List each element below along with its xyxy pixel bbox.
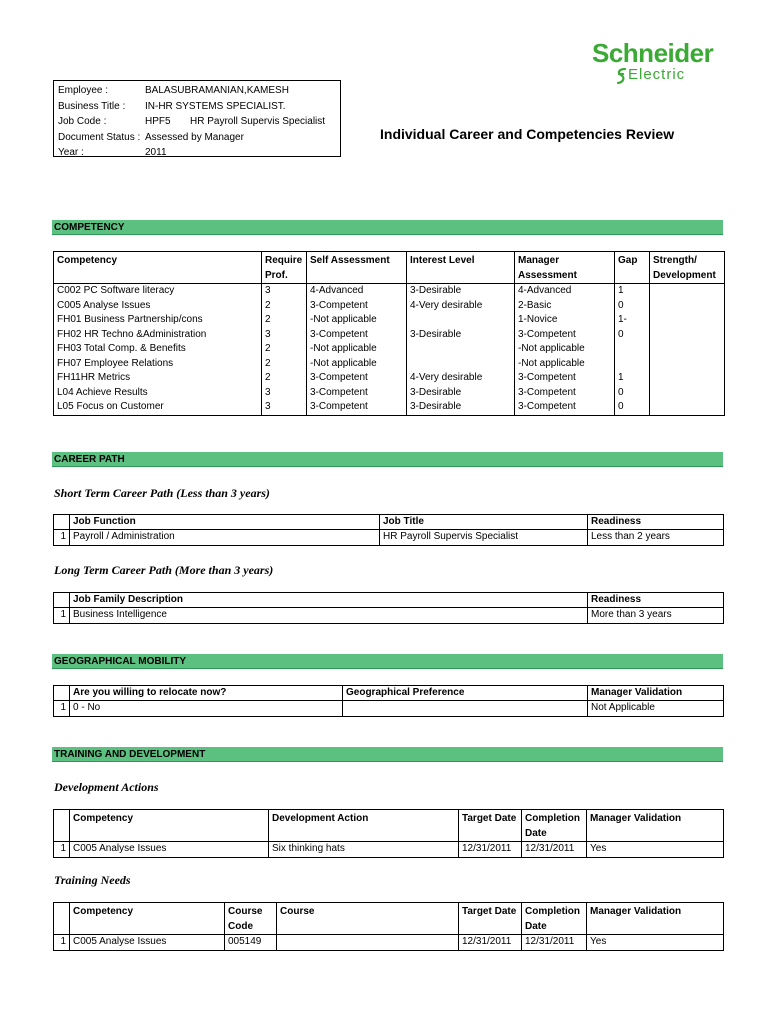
manager-assessment-cell: -Not applicable bbox=[515, 342, 615, 357]
manager-assessment-cell: 3-Competent bbox=[515, 400, 615, 415]
course-code-cell: 005149 bbox=[225, 935, 277, 951]
competency-cell: FH11HR Metrics bbox=[54, 371, 262, 386]
strength-development-cell bbox=[650, 299, 725, 314]
interest-level-cell: 3-Desirable bbox=[407, 386, 515, 401]
require-prof-cell: 3 bbox=[262, 284, 307, 299]
business-title-row bbox=[54, 99, 340, 115]
col-dev-competency: Competency bbox=[70, 810, 269, 842]
col-mobility-validation: Manager Validation bbox=[588, 686, 724, 701]
section-mobility: GEOGRAPHICAL MOBILITY bbox=[52, 654, 723, 669]
long-term-table bbox=[53, 592, 724, 624]
employee-info-box bbox=[53, 80, 341, 157]
competency-cell: FH02 HR Techno &Administration bbox=[54, 328, 262, 343]
col-dev-action: Development Action bbox=[269, 810, 459, 842]
self-assessment-cell: 4-Advanced bbox=[307, 284, 407, 299]
manager-assessment-cell: 3-Competent bbox=[515, 328, 615, 343]
dev-target-date-cell: 12/31/2011 bbox=[459, 842, 522, 858]
competency-table bbox=[53, 251, 725, 416]
col-self-assessment: Self Assessment bbox=[307, 252, 407, 284]
col-needs-completion-date: Completion Date bbox=[522, 903, 587, 935]
gap-cell: 0 bbox=[615, 386, 650, 401]
course-cell bbox=[277, 935, 459, 951]
manager-assessment-cell: 3-Competent bbox=[515, 371, 615, 386]
long-readiness-cell: More than 3 years bbox=[588, 608, 724, 624]
manager-assessment-cell: 4-Advanced bbox=[515, 284, 615, 299]
require-prof-cell: 2 bbox=[262, 371, 307, 386]
interest-level-cell: 3-Desirable bbox=[407, 328, 515, 343]
competency-cell: L04 Achieve Results bbox=[54, 386, 262, 401]
table-row bbox=[54, 701, 724, 717]
table-row bbox=[54, 328, 725, 343]
short-term-header bbox=[54, 515, 724, 530]
table-row bbox=[54, 935, 724, 951]
dev-completion-date-cell: 12/31/2011 bbox=[522, 842, 587, 858]
col-geo-preference: Geographical Preference bbox=[343, 686, 588, 701]
doc-status-value: Assessed by Manager bbox=[145, 131, 244, 143]
competency-header-row bbox=[54, 252, 725, 284]
needs-index-header bbox=[54, 903, 70, 935]
interest-level-cell: 4-Very desirable bbox=[407, 371, 515, 386]
development-table bbox=[53, 809, 724, 858]
require-prof-cell: 2 bbox=[262, 299, 307, 314]
col-course-code: Course Code bbox=[225, 903, 277, 935]
col-manager-assessment: Manager Assessment bbox=[515, 252, 615, 284]
section-competency: COMPETENCY bbox=[52, 220, 723, 235]
interest-level-cell bbox=[407, 357, 515, 372]
strength-development-cell bbox=[650, 313, 725, 328]
readiness-cell: Less than 2 years bbox=[588, 530, 724, 546]
require-prof-cell: 2 bbox=[262, 313, 307, 328]
table-row bbox=[54, 530, 724, 546]
mobility-validation-cell: Not Applicable bbox=[588, 701, 724, 717]
employee-label: Employee : bbox=[58, 85, 109, 96]
development-actions-title: Development Actions bbox=[54, 780, 159, 794]
manager-assessment-cell: 3-Competent bbox=[515, 386, 615, 401]
strength-development-cell bbox=[650, 386, 725, 401]
self-assessment-cell: 3-Competent bbox=[307, 328, 407, 343]
gap-cell bbox=[615, 357, 650, 372]
col-interest-level: Interest Level bbox=[407, 252, 515, 284]
col-readiness: Readiness bbox=[588, 515, 724, 530]
col-needs-target-date: Target Date bbox=[459, 903, 522, 935]
table-row bbox=[54, 842, 724, 858]
manager-assessment-cell: 1-Novice bbox=[515, 313, 615, 328]
table-row bbox=[54, 284, 725, 299]
job-code-row bbox=[54, 114, 340, 130]
strength-development-cell bbox=[650, 400, 725, 415]
interest-level-cell: 4-Very desirable bbox=[407, 299, 515, 314]
competency-cell: FH03 Total Comp. & Benefits bbox=[54, 342, 262, 357]
col-needs-competency: Competency bbox=[70, 903, 225, 935]
business-title-label: Business Title : bbox=[58, 100, 126, 112]
logo-line2: Electric bbox=[628, 66, 686, 83]
strength-development-cell bbox=[650, 357, 725, 372]
document-title: Individual Career and Competencies Review bbox=[380, 126, 675, 142]
table-row bbox=[54, 299, 725, 314]
col-strength-development: Strength/ Development bbox=[650, 252, 725, 284]
dev-index-header bbox=[54, 810, 70, 842]
table-row bbox=[54, 313, 725, 328]
row-index: 1 bbox=[54, 608, 70, 624]
job-title-cell: HR Payroll Supervis Specialist bbox=[380, 530, 588, 546]
self-assessment-cell: 3-Competent bbox=[307, 386, 407, 401]
require-prof-cell: 3 bbox=[262, 400, 307, 415]
business-title-value: IN-HR SYSTEMS SPECIALIST. bbox=[145, 100, 286, 112]
gap-cell: 0 bbox=[615, 328, 650, 343]
section-career-path: CAREER PATH bbox=[52, 452, 723, 467]
needs-target-date-cell: 12/31/2011 bbox=[459, 935, 522, 951]
strength-development-cell bbox=[650, 342, 725, 357]
short-term-title: Short Term Career Path (Less than 3 years) bbox=[54, 486, 270, 500]
logo-mark-icon bbox=[615, 68, 629, 84]
year-row bbox=[54, 145, 340, 161]
col-competency: Competency bbox=[54, 252, 262, 284]
require-prof-cell: 2 bbox=[262, 357, 307, 372]
dev-competency-cell: C005 Analyse Issues bbox=[70, 842, 269, 858]
needs-validation-cell: Yes bbox=[587, 935, 724, 951]
gap-cell: 0 bbox=[615, 299, 650, 314]
table-row bbox=[54, 342, 725, 357]
job-code-label: Job Code : bbox=[58, 116, 107, 128]
competency-rows bbox=[54, 284, 725, 416]
competency-cell: L05 Focus on Customer bbox=[54, 400, 262, 415]
schneider-electric-logo bbox=[592, 38, 732, 92]
col-course: Course bbox=[277, 903, 459, 935]
table-row bbox=[54, 357, 725, 372]
short-index-header bbox=[54, 515, 70, 530]
row-index: 1 bbox=[54, 701, 70, 717]
mobility-index-header bbox=[54, 686, 70, 701]
row-index: 1 bbox=[54, 935, 70, 951]
needs-completion-date-cell: 12/31/2011 bbox=[522, 935, 587, 951]
manager-assessment-cell: -Not applicable bbox=[515, 357, 615, 372]
table-row bbox=[54, 608, 724, 624]
strength-development-cell bbox=[650, 371, 725, 386]
mobility-table bbox=[53, 685, 724, 717]
table-row bbox=[54, 400, 725, 415]
interest-level-cell: 3-Desirable bbox=[407, 284, 515, 299]
col-job-family: Job Family Description bbox=[70, 593, 588, 608]
long-term-title: Long Term Career Path (More than 3 years) bbox=[54, 563, 274, 577]
relocate-cell: 0 - No bbox=[70, 701, 343, 717]
col-gap: Gap bbox=[615, 252, 650, 284]
year-value: 2011 bbox=[145, 147, 167, 159]
col-dev-validation: Manager Validation bbox=[587, 810, 724, 842]
short-term-table bbox=[53, 514, 724, 546]
row-index: 1 bbox=[54, 842, 70, 858]
self-assessment-cell: -Not applicable bbox=[307, 342, 407, 357]
gap-cell: 1- bbox=[615, 313, 650, 328]
table-row bbox=[54, 371, 725, 386]
long-index-header bbox=[54, 593, 70, 608]
competency-cell: C002 PC Software literacy bbox=[54, 284, 262, 299]
self-assessment-cell: 3-Competent bbox=[307, 371, 407, 386]
competency-cell: FH01 Business Partnership/cons bbox=[54, 313, 262, 328]
competency-cell: FH07 Employee Relations bbox=[54, 357, 262, 372]
self-assessment-cell: -Not applicable bbox=[307, 357, 407, 372]
doc-status-label: Document Status : bbox=[58, 131, 141, 143]
require-prof-cell: 2 bbox=[262, 342, 307, 357]
col-job-function: Job Function bbox=[70, 515, 380, 530]
interest-level-cell bbox=[407, 342, 515, 357]
needs-competency-cell: C005 Analyse Issues bbox=[70, 935, 225, 951]
col-long-readiness: Readiness bbox=[588, 593, 724, 608]
col-require-prof: Require Prof. bbox=[262, 252, 307, 284]
geo-preference-cell bbox=[343, 701, 588, 717]
interest-level-cell: 3-Desirable bbox=[407, 400, 515, 415]
gap-cell: 1 bbox=[615, 284, 650, 299]
job-code-desc: HR Payroll Supervis Specialist bbox=[190, 116, 326, 128]
strength-development-cell bbox=[650, 284, 725, 299]
doc-status-row bbox=[54, 130, 340, 146]
require-prof-cell: 3 bbox=[262, 328, 307, 343]
dev-action-cell: Six thinking hats bbox=[269, 842, 459, 858]
self-assessment-cell: 3-Competent bbox=[307, 400, 407, 415]
logo-line1: Schneider bbox=[592, 38, 714, 68]
training-needs-title: Training Needs bbox=[54, 873, 131, 887]
employee-row bbox=[54, 83, 340, 99]
col-needs-validation: Manager Validation bbox=[587, 903, 724, 935]
col-dev-target-date: Target Date bbox=[459, 810, 522, 842]
training-needs-header bbox=[54, 903, 724, 935]
table-row bbox=[54, 386, 725, 401]
gap-cell: 1 bbox=[615, 371, 650, 386]
employee-value: BALASUBRAMANIAN,KAMESH bbox=[145, 85, 289, 96]
gap-cell: 0 bbox=[615, 400, 650, 415]
require-prof-cell: 3 bbox=[262, 386, 307, 401]
gap-cell bbox=[615, 342, 650, 357]
row-index: 1 bbox=[54, 530, 70, 546]
section-training: TRAINING AND DEVELOPMENT bbox=[52, 747, 723, 762]
self-assessment-cell: -Not applicable bbox=[307, 313, 407, 328]
year-label: Year : bbox=[58, 147, 84, 159]
interest-level-cell bbox=[407, 313, 515, 328]
long-term-header bbox=[54, 593, 724, 608]
col-relocate: Are you willing to relocate now? bbox=[70, 686, 343, 701]
mobility-header bbox=[54, 686, 724, 701]
self-assessment-cell: 3-Competent bbox=[307, 299, 407, 314]
strength-development-cell bbox=[650, 328, 725, 343]
training-needs-table bbox=[53, 902, 724, 951]
job-code-value: HPF5 bbox=[145, 116, 171, 128]
manager-assessment-cell: 2-Basic bbox=[515, 299, 615, 314]
job-family-cell: Business Intelligence bbox=[70, 608, 588, 624]
dev-validation-cell: Yes bbox=[587, 842, 724, 858]
job-function-cell: Payroll / Administration bbox=[70, 530, 380, 546]
development-header bbox=[54, 810, 724, 842]
col-job-title: Job Title bbox=[380, 515, 588, 530]
competency-cell: C005 Analyse Issues bbox=[54, 299, 262, 314]
col-dev-completion-date: Completion Date bbox=[522, 810, 587, 842]
